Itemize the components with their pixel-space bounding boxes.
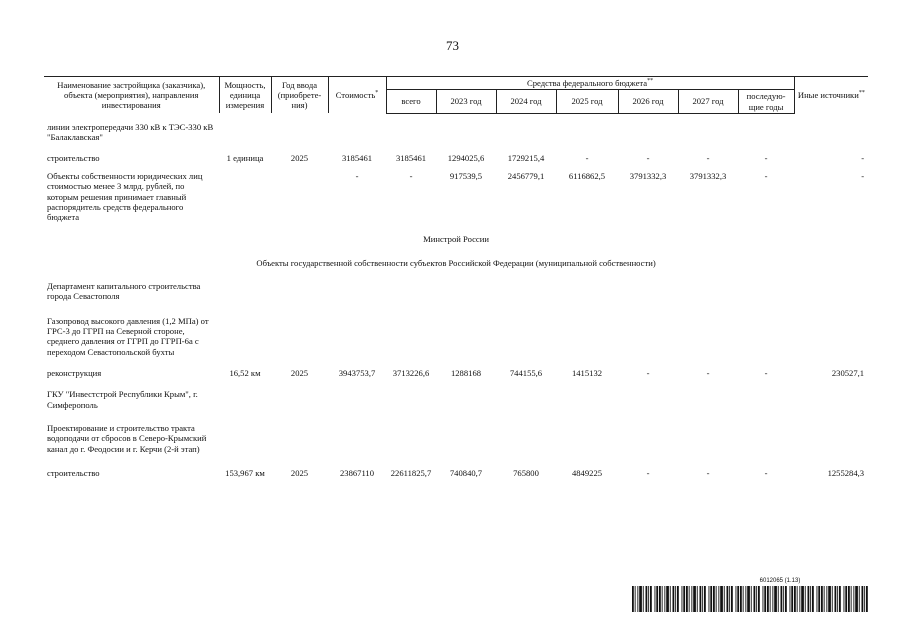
header-2026: 2026 год <box>618 90 678 114</box>
cell-later: - <box>764 367 768 378</box>
cell-other: - <box>861 170 865 181</box>
cell-2027: - <box>706 467 710 478</box>
cell-2026: - <box>646 152 650 163</box>
cell-later: - <box>764 152 768 163</box>
cell-2025: 1415132 <box>571 367 603 378</box>
document-code: 6012065 (1.13) <box>759 578 801 584</box>
header-capacity: Мощность, единица измерения <box>219 77 271 114</box>
cell-2025: 6116862,5 <box>568 170 606 181</box>
cell-2024: 765800 <box>513 467 539 478</box>
cell-2026: - <box>646 367 650 378</box>
ownership-heading: Объекты государственной собственности субъектов Российской Федерации (муниципальной собственности) <box>256 257 656 268</box>
header-year: Год ввода (приобрете-ния) <box>271 77 328 114</box>
cell-capacity: 153,967 км <box>225 467 265 478</box>
cell-2027: - <box>706 367 710 378</box>
table-row <box>44 423 868 454</box>
header-name: Наименование застройщика (заказчика), объекта (мероприятия), направления инвестирования <box>44 77 219 114</box>
cell-2027: 3791332,3 <box>689 170 727 181</box>
cell-other: 1255284,3 <box>827 467 865 478</box>
cell-total: - <box>409 170 413 181</box>
row-name: ГКУ "Инвестстрой Республики Крым", г. Симферополь <box>47 389 198 410</box>
table-row <box>44 171 868 223</box>
cell-cost: - <box>355 170 359 181</box>
cell-2023: 1294025,6 <box>447 152 485 163</box>
cell-capacity: 1 единица <box>226 152 264 163</box>
ministry-heading: Минстрой России <box>423 234 489 245</box>
header-federal-budget: Средства федерального бюджета** <box>386 77 794 90</box>
cell-2025: - <box>585 152 589 163</box>
cell-2023: 917539,5 <box>449 170 483 181</box>
header-2025: 2025 год <box>556 90 618 114</box>
cell-cost: 3185461 <box>341 152 373 163</box>
table-row <box>44 153 868 163</box>
cell-year: 2025 <box>290 367 309 378</box>
cell-2024: 2456779,1 <box>507 170 545 181</box>
cell-year: 2025 <box>290 152 309 163</box>
row-name: строительство <box>47 152 100 163</box>
table-row <box>44 368 868 378</box>
cell-other: - <box>861 152 865 163</box>
row-name: Проектирование и строительство тракта водоподачи от сбросов в Северо-Крымский канал до г. Феодосии и г. Керчи (2-й этап) <box>47 422 207 454</box>
cell-other: 230527,1 <box>831 367 865 378</box>
row-name: строительство <box>47 467 100 478</box>
row-name: Объекты собственности юридических лиц стоимостью менее 3 млрд. рублей, по которым решения принимает главный распорядитель средств федерального бюджета <box>47 170 203 223</box>
cell-cost: 23867110 <box>339 467 375 478</box>
cell-later: - <box>764 170 768 181</box>
table-row <box>44 281 868 302</box>
section-heading <box>44 258 868 268</box>
row-name: реконструкция <box>47 367 102 378</box>
header-2027: 2027 год <box>678 90 738 114</box>
cell-2023: 1288168 <box>450 367 482 378</box>
header-later-years: последую-щие годы <box>738 90 794 114</box>
table-row <box>44 316 868 357</box>
cell-2024: 744155,6 <box>509 367 543 378</box>
cell-total: 3713226,6 <box>392 367 430 378</box>
section-heading <box>44 234 868 244</box>
cell-year <box>271 171 328 223</box>
header-total: всего <box>386 90 436 114</box>
header-other-sources: Иные источники** <box>794 77 868 114</box>
page-number: 73 <box>446 38 459 53</box>
cell-2024: 1729215,4 <box>507 152 545 163</box>
cell-2025: 4849225 <box>571 467 603 478</box>
header-cost: Стоимость* <box>328 77 386 114</box>
cell-later: - <box>764 467 768 478</box>
header-2023: 2023 год <box>436 90 496 114</box>
barcode-icon <box>632 586 868 612</box>
row-name: Газопровод высокого давления (1,2 МПа) от ГРС-3 до ГГРП на Северной стороне, среднего давления от ГГРП до ГГРП-6а с переходом Севастопольской бухты <box>47 315 209 357</box>
cell-capacity <box>219 171 271 223</box>
cell-capacity: 16,52 км <box>229 367 261 378</box>
cell-cost: 3943753,7 <box>338 367 376 378</box>
cell-2026: - <box>646 467 650 478</box>
table-row <box>44 468 868 478</box>
cell-year: 2025 <box>290 467 309 478</box>
cell-2023: 740840,7 <box>449 467 483 478</box>
row-name: Департамент капитального строительства города Севастополя <box>47 281 201 302</box>
table-row <box>44 389 868 410</box>
federal-budget-table <box>44 76 868 478</box>
cell-2027: - <box>706 152 710 163</box>
cell-total: 22611825,7 <box>390 467 432 478</box>
table-row <box>44 122 868 143</box>
row-name: линии электропередачи 330 кВ к ТЭС-330 кВ "Балаклавская" <box>47 121 214 143</box>
header-2024: 2024 год <box>496 90 556 114</box>
cell-total: 3185461 <box>395 152 427 163</box>
cell-2026: 3791332,3 <box>629 170 667 181</box>
